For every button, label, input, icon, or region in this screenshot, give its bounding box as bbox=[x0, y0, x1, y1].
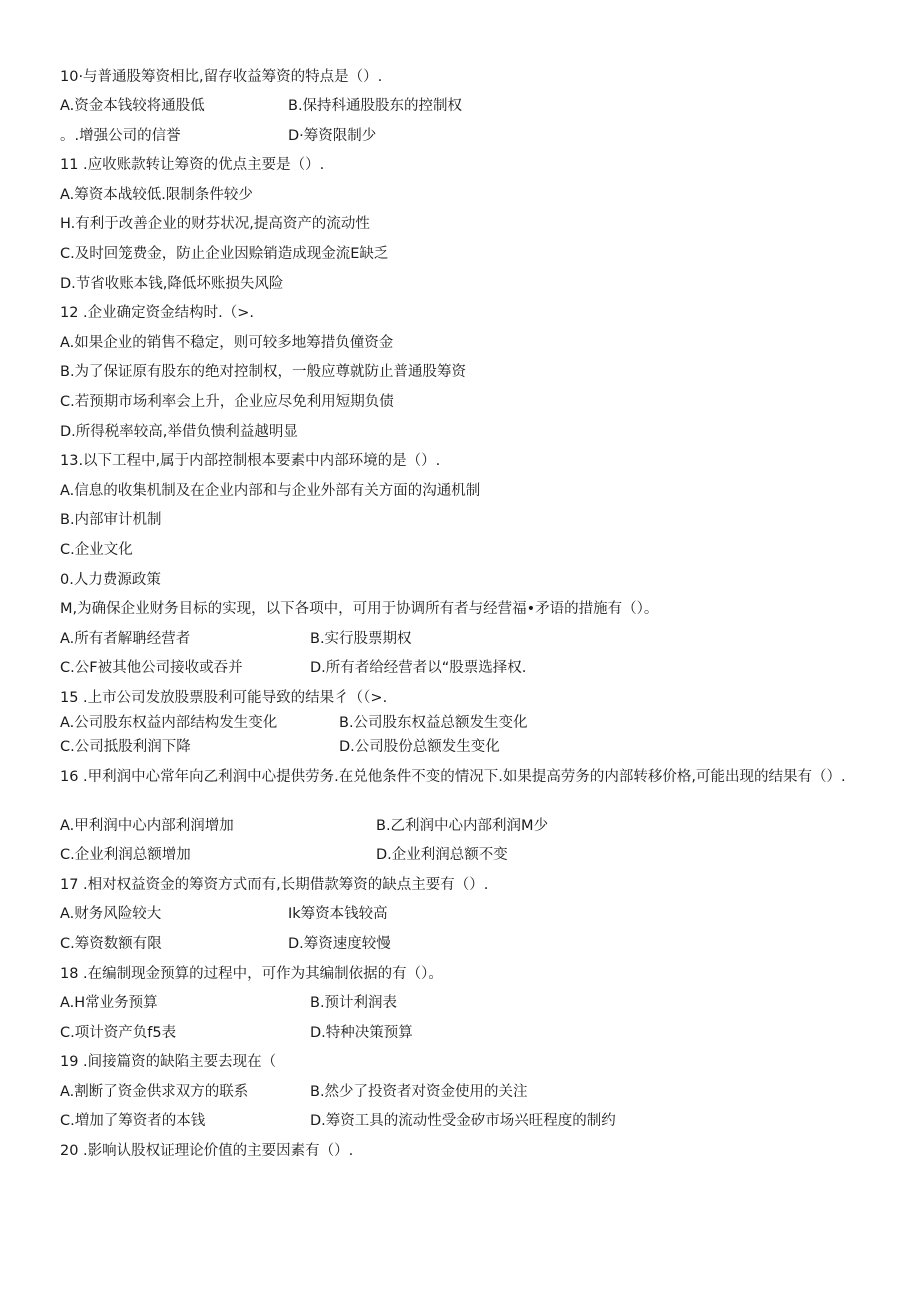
question-17-stem: 17 .相对权益资金的筹资方式而有,长期借款筹资的缺点主要有（）. bbox=[60, 877, 489, 893]
question-11-stem: 11 .应收账款转让筹资的优点主要是（）. bbox=[60, 157, 325, 173]
question-15-option-d: D.公司股份总额发生变化 bbox=[339, 739, 500, 755]
question-12-option-a: A.如果企业的销售不稳定，则可较多地筹措负僮资金 bbox=[60, 335, 394, 351]
question-10-option-b: B.保持科通股股东的控制权 bbox=[288, 98, 463, 114]
question-17-option-c: C.筹资数额有限 bbox=[60, 936, 162, 952]
question-19-option-d: D.筹资工具的流动性受金矽市场兴旺程度的制约 bbox=[310, 1113, 616, 1129]
question-18-option-c: C.项计资产负f5表 bbox=[60, 1025, 177, 1041]
question-10-option-d: D·筹资限制少 bbox=[288, 128, 377, 144]
question-13-stem: 13.以下工程中,属于内部控制根本要素中内部环境的是（）. bbox=[60, 453, 441, 469]
question-16-option-c: C.企业利润总额增加 bbox=[60, 847, 191, 863]
question-11-option-a: A.筹资本战较低.限制条件较少 bbox=[60, 187, 253, 203]
question-17-option-a: A.财务风险较大 bbox=[60, 906, 162, 922]
question-14-option-b: B.实行股票期权 bbox=[310, 631, 412, 647]
question-16-option-b: B.乙利润中心内部利润M少 bbox=[376, 818, 549, 834]
question-12-option-c: C.若预期市场利率会上升，企业应尽免利用短期负债 bbox=[60, 394, 394, 410]
question-15-stem: 15 .上市公司发放股票股利可能导致的结果彳（（>. bbox=[60, 690, 388, 706]
question-15-option-c: C.公司抵股利润下降 bbox=[60, 739, 191, 755]
question-16-option-d: D.企业利润总额不变 bbox=[376, 847, 508, 863]
question-18-option-d: D.特种决策预算 bbox=[310, 1025, 413, 1041]
question-11-option-b: H.有利于改善企业的财芬状况,提高资产的流动性 bbox=[60, 216, 370, 232]
question-13-option-d: 0.人力费源政策 bbox=[60, 572, 161, 588]
question-14-option-a: A.所有者解聃经营者 bbox=[60, 631, 191, 647]
question-14-option-c: C.公F被其他公司接收或吞并 bbox=[60, 660, 243, 676]
question-17-option-b: Ik筹资本钱较高 bbox=[288, 906, 388, 922]
question-15-option-b: B.公司股东权益总额发生变化 bbox=[339, 715, 528, 731]
question-10-option-c: 。.增强公司的信誉 bbox=[60, 128, 181, 144]
question-12-option-b: B.为了保证原有股东的绝对控制权，一般应尊就防止普通股筹资 bbox=[60, 364, 467, 380]
question-13-option-a: A.信息的收集机制及在企业内部和与企业外部有关方面的沟通机制 bbox=[60, 483, 481, 499]
question-13-option-b: B.内部审计机制 bbox=[60, 512, 162, 528]
question-19-option-a: A.割断了资金供求双方的联系 bbox=[60, 1084, 249, 1100]
question-19-option-b: B.然少了投资者对资金使用的关注 bbox=[310, 1084, 528, 1100]
question-12-option-d: D.所得税率较高,举借负愦利益越明显 bbox=[60, 424, 298, 440]
question-10-option-a: A.资金本钱较将通股低 bbox=[60, 98, 205, 114]
question-12-stem: 12 .企业确定资金结构时.（>. bbox=[60, 305, 255, 321]
question-20-stem: 20 .影响认股权证理论价值的主要因素有（）. bbox=[60, 1143, 354, 1159]
question-19-option-c: C.増加了筹资者的本钱 bbox=[60, 1113, 206, 1129]
question-18-stem: 18 .在编制现金预算的过程中，可作为其编制依据的有（）。 bbox=[60, 966, 443, 982]
question-18-option-b: B.预计利润表 bbox=[310, 995, 398, 1011]
question-10-stem: 10·与普通股筹资相比,留存收益筹资的特点是（）. bbox=[60, 69, 383, 85]
question-14-stem: M,为确保企业财务目标的实现，以下各项中，可用于协调所有者与经营福•矛语的措施有（）。 bbox=[60, 601, 659, 617]
question-11-option-d: D.节省收账本钱,降低坏账损失风险 bbox=[60, 276, 284, 292]
question-11-option-c: C.及时回笼费金，防止企业因赊销造成现金流E缺乏 bbox=[60, 246, 389, 262]
question-18-option-a: A.H常业务预算 bbox=[60, 995, 158, 1011]
question-17-option-d: D.筹资速度较慢 bbox=[288, 936, 391, 952]
question-15-option-a: A.公司股东权益内部结构发生变化 bbox=[60, 715, 278, 731]
question-19-stem: 19 .间接篇资的缺陷主要去现在（ bbox=[60, 1054, 277, 1070]
question-14-option-d: D.所有者给经营者以“股票选择权. bbox=[310, 660, 527, 676]
question-16-option-a: A.甲利润中心内部利润增加 bbox=[60, 818, 234, 834]
question-13-option-c: C.企业文化 bbox=[60, 542, 133, 558]
question-16-stem: 16 .甲利润中心常年向乙利润中心提供劳务.在兑他条件不变的情况下.如果提高劳务的内部转移价格,可能出现的结果有（）. bbox=[60, 769, 846, 785]
